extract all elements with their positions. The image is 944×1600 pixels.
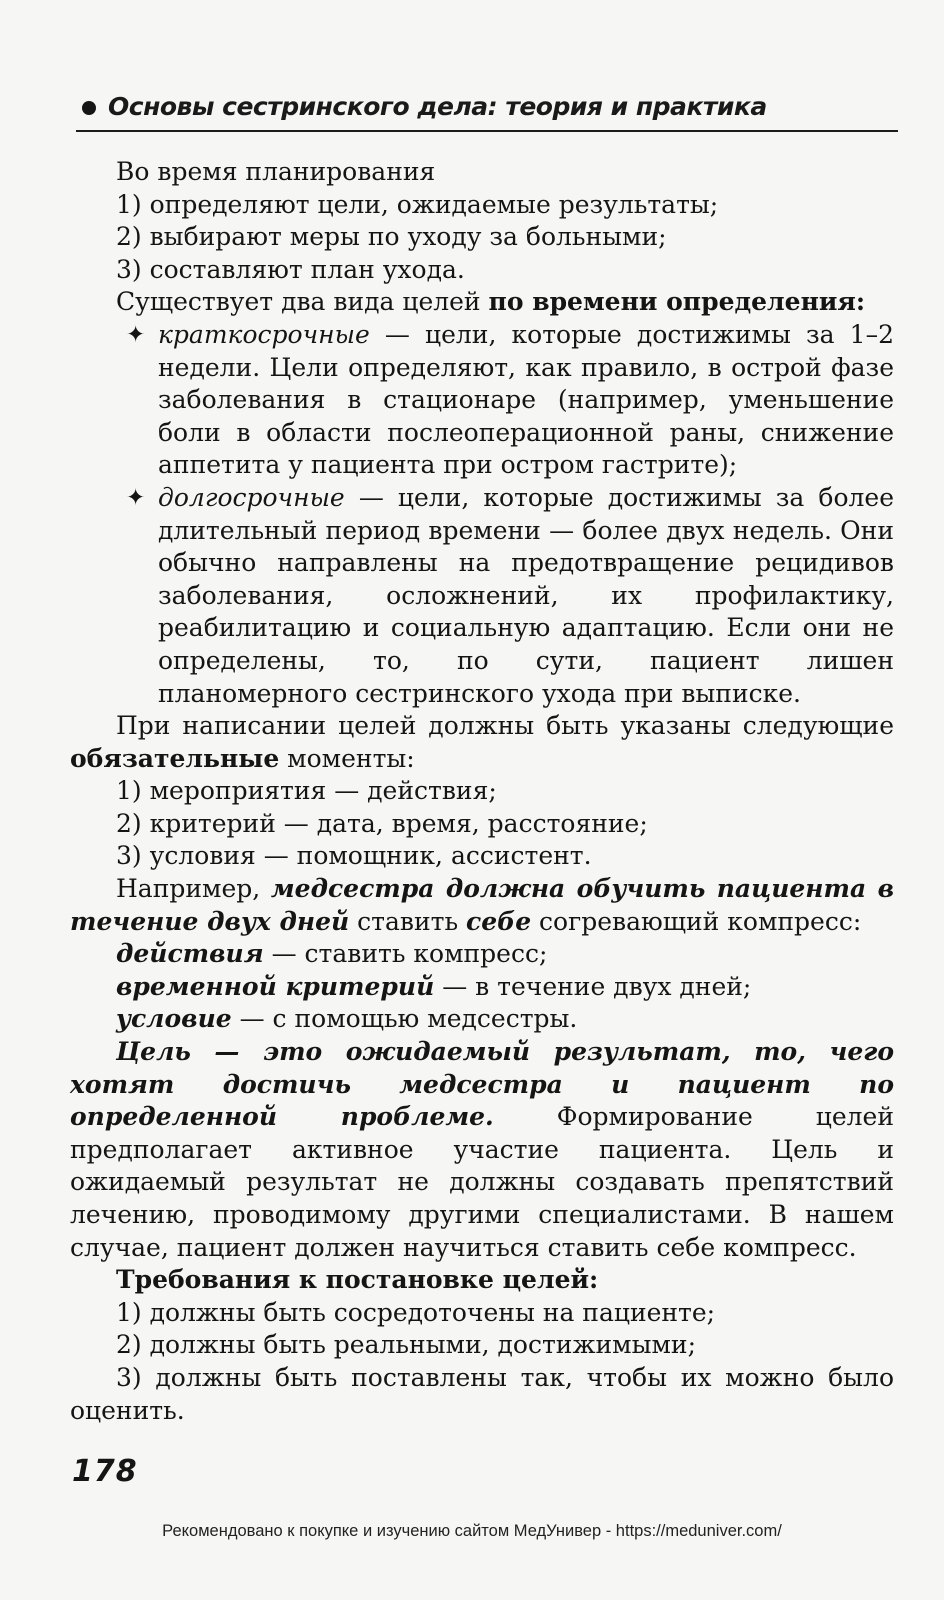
example-actions-term: действия [116, 939, 264, 969]
mandatory-lead-text: При написании целей должны быть указаны следующие [116, 711, 894, 741]
example-actions-text: — ставить компресс; [263, 939, 548, 969]
four-point-star-bullet-icon: ✦ [126, 484, 146, 511]
long-term-goals-item [70, 482, 894, 710]
footer-note: Рекомендовано к покупке и изучению сайтом МедУнивер - https://meduniver.com/ [162, 1522, 782, 1540]
long-term-text: — цели, которые достижимы за более длительный период времени — более двух недель. Они обычно направлены на предотвращение рецидивов заболевания, осложнений, их профилактику, реабилитацию и социальную адаптацию. Если они не определены, то, по сути, пациент лишен планомерного сестринского ухода при выписке. [158, 482, 894, 708]
example-paragraph [70, 873, 894, 938]
mandatory-item: 1) мероприятия — действия; [116, 776, 497, 806]
planning-step: 1) определяют цели, ожидаемые результаты; [116, 189, 719, 219]
running-title: Основы сестринского дела: теория и практика [108, 92, 767, 121]
mandatory-item: 3) условия — помощник, ассистент. [116, 841, 592, 871]
goal-types-lead-text: Существует два вида целей [116, 287, 489, 317]
example-condition-text: — с помощью медсестры. [231, 1004, 578, 1034]
four-point-star-bullet-icon: ✦ [126, 321, 146, 348]
short-term-term: краткосрочные [158, 319, 370, 349]
mandatory-lead-tail: моменты: [279, 743, 415, 773]
example-emphasis: себе [466, 906, 532, 936]
goal-types-lead [70, 286, 894, 319]
mandatory-lead-bold: обязательные [70, 743, 280, 773]
example-actions [70, 938, 894, 971]
example-time-term: временной критерий [116, 971, 435, 1001]
example-text: ставить [349, 906, 467, 936]
goal-definition: Цель — это ожидаемый результат, то, чего хотят достичь медсестра и пациент по определенной проблеме. [70, 1037, 894, 1132]
goal-definition-paragraph [70, 1036, 894, 1264]
requirements-heading: Требования к постановке целей: [116, 1265, 599, 1295]
planning-step: 2) выбирают меры по уходу за больными; [116, 222, 667, 252]
requirements-item: 3) должны быть поставлены так, чтобы их можно было оценить. [70, 1362, 894, 1425]
planning-intro: Во время планирования [116, 157, 436, 186]
requirements-item: 2) должны быть реальными, достижимыми; [116, 1330, 697, 1360]
example-condition-term: условие [116, 1004, 232, 1034]
long-term-term: долгосрочные [158, 482, 345, 512]
short-term-goals-item [70, 319, 894, 482]
example-time-criterion [70, 971, 894, 1004]
example-text: согревающий компресс: [531, 906, 862, 936]
example-condition [70, 1003, 894, 1036]
example-intro: Например, [116, 874, 271, 904]
goal-definition-text: Формирование целей предполагает активное участие пациента. Цель и ожидаемый результат не должны создавать препятствий лечению, проводимому другими специалистами. В нашем случае, пациент должен научиться ставить себе компресс. [70, 1102, 894, 1262]
mandatory-lead [70, 710, 894, 775]
planning-step: 3) составляют план ухода. [116, 254, 465, 284]
running-header [76, 90, 898, 132]
example-time-text: — в течение двух дней; [434, 971, 752, 1001]
goal-types-lead-bold: по времени определения: [488, 287, 866, 317]
requirements-item: 1) должны быть сосредоточены на пациенте; [116, 1297, 716, 1327]
mandatory-item: 2) критерий — дата, время, расстояние; [116, 808, 648, 838]
body-text [70, 156, 894, 1427]
example-emphasis: медсестра должна обучить пациента в течение двух дней [70, 874, 894, 936]
short-term-text: — цели, которые достижимы за 1–2 недели. Цели определяют, как правило, в острой фазе заболевания в стационаре (например, уменьшение боли в области послеоперационной раны, снижение аппетита у пациента при остром гастрите); [158, 319, 894, 480]
header-bullet-icon [82, 101, 96, 115]
page-number: 178 [72, 1454, 138, 1489]
